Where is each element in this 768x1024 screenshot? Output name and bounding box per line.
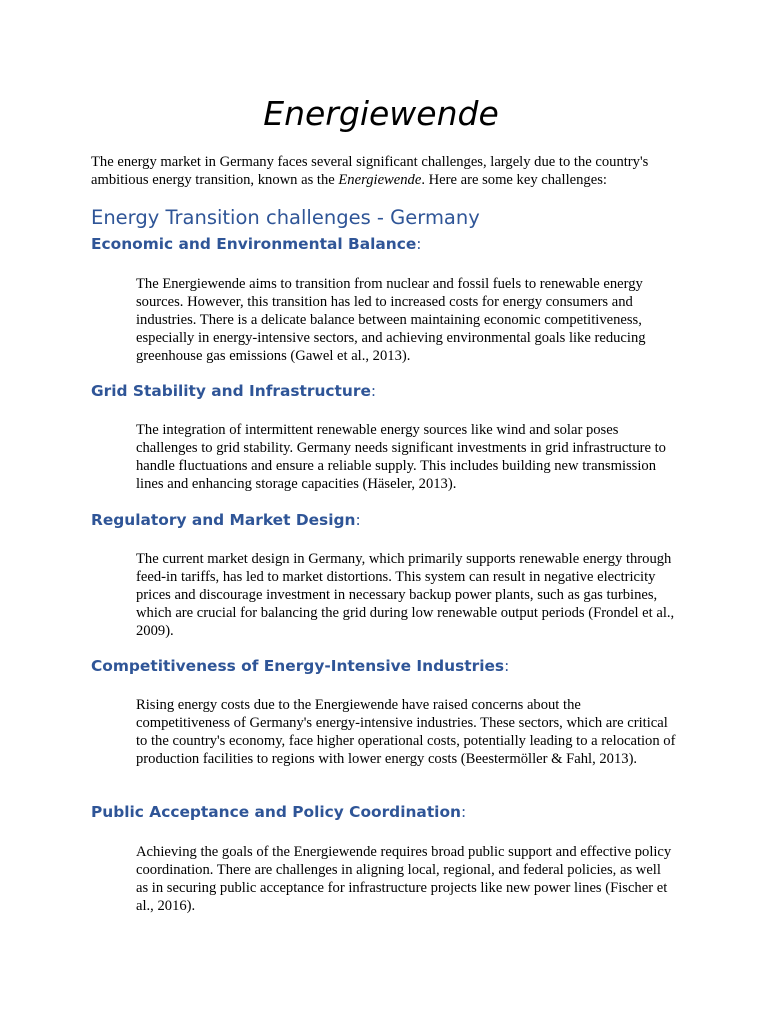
section-paragraph-grid-stability: The integration of intermittent renewable energy sources like wind and solar poses challenges to grid stability. Germany needs significant investments in grid infrastructure to handle fluctuations and ensure a reliable supply. This includes building new transmission lines and enhancing storage capacities (Häseler, 2013).: [136, 422, 666, 492]
intro-paragraph: [91, 153, 691, 189]
section-heading-colon: :: [416, 235, 422, 253]
section-heading-regulatory-market: [91, 509, 361, 531]
section-heading-text: Grid Stability and Infrastructure: [91, 382, 371, 400]
section-paragraph-competitiveness: Rising energy costs due to the Energiewende have raised concerns about the competitiveness of Germany's energy-intensive industries. These sectors, which are critical to the country's economy, face higher operational costs, potentially leading to a relocation of production facilities to regions with lower energy costs (Beestermöller & Fahl, 2013).: [136, 697, 676, 767]
section-heading-competitiveness: [91, 655, 509, 677]
document-title: Energiewende: [263, 94, 499, 133]
section-heading-text: Economic and Environmental Balance: [91, 235, 417, 253]
section-heading-colon: :: [504, 657, 510, 675]
section-heading-economic-environmental: [91, 233, 421, 255]
section-paragraph-regulatory-market: The current market design in Germany, which primarily supports renewable energy through feed-in tariffs, has led to market distortions. This system can result in negative electricity prices and discourage investment in necessary backup power plants, such as gas turbines, which are crucial for balancing the grid during low renewable output periods (Frondel et al., 2009).: [136, 551, 675, 639]
intro-emphasis: Energiewende: [338, 172, 422, 188]
section-heading-text: Public Acceptance and Policy Coordination: [91, 803, 461, 821]
intro-text-end: . Here are some key challenges:: [421, 172, 607, 188]
section-heading-colon: :: [370, 382, 377, 400]
section-heading-colon: :: [355, 511, 361, 529]
section-paragraph-public-acceptance: Achieving the goals of the Energiewende requires broad public support and effective policy coordination. There are challenges in aligning local, regional, and federal policies, as well as in securing public acceptance for infrastructure projects like new power lines (Fischer et al., 2016).: [136, 844, 672, 914]
section-heading-text: Competitiveness of Energy-Intensive Industries: [91, 657, 505, 675]
intro-text-start: The energy market in Germany faces several significant challenges, largely due to the country's ambitious energy transition, known as the: [91, 154, 649, 188]
main-heading: Energy Transition challenges - Germany: [91, 206, 480, 229]
section-heading-grid-stability: [91, 380, 376, 402]
section-heading-public-acceptance: [91, 801, 466, 823]
section-heading-text: Regulatory and Market Design: [91, 511, 356, 529]
section-heading-colon: :: [460, 803, 467, 821]
section-paragraph-economic-environmental: The Energiewende aims to transition from nuclear and fossil fuels to renewable energy sources. However, this transition has led to increased costs for energy consumers and industries. There is a delicate balance between maintaining economic competitiveness, especially in energy-intensive sectors, and achieving environmental goals like reducing greenhouse gas emissions (Gawel et al., 2013).: [136, 276, 646, 364]
